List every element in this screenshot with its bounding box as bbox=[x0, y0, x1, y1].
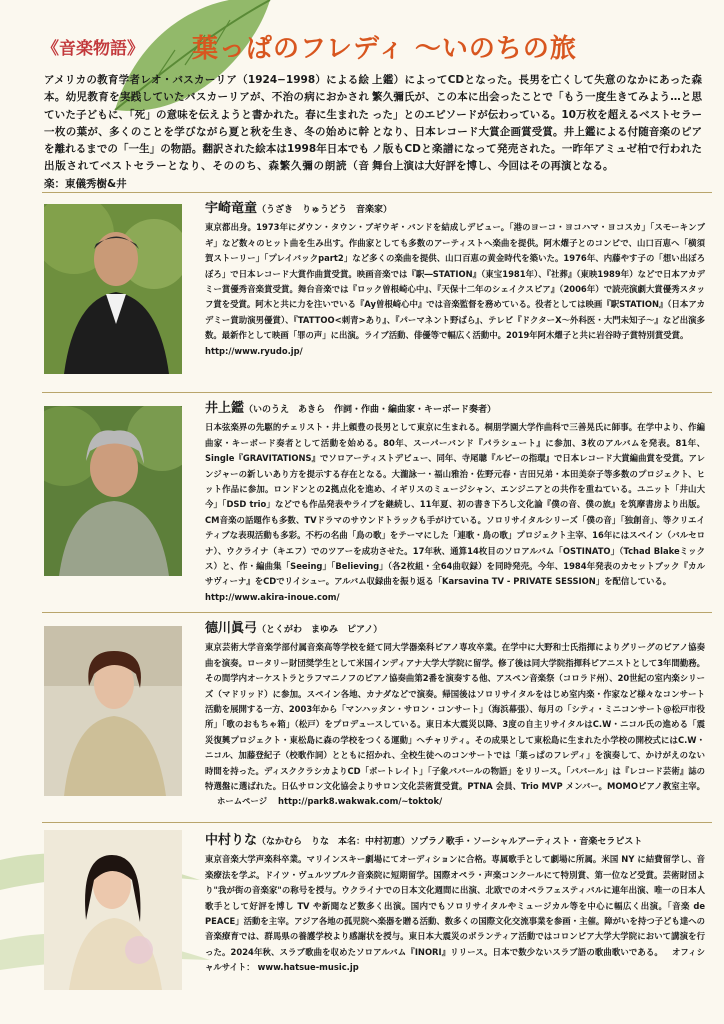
performer-tokugawa bbox=[205, 620, 705, 810]
series-label: 《音楽物語》 bbox=[42, 39, 144, 59]
divider bbox=[42, 392, 712, 393]
official-site-label: オフィシャルサイト： bbox=[205, 946, 706, 973]
portrait-photo-tokugawa bbox=[44, 626, 182, 796]
performer-name: 井上鑑 bbox=[205, 401, 245, 416]
performer-bio: 日本弦楽界の先駆的チェリスト・井上頼豊の長男として東京に生まれる。桐朋学園大学作曲科で三善晃氏に師事。在学中より、作編曲家・キーボード奏者として活動を始める。80年、スーパーバンド『パラシュート』に参加、3枚のアルバムを発表。81年、Single『GRAVITATIONS』でソロアーティストデビュー、同年、寺尾聰『ルビーの指環』で日本レコード大賞編曲賞を受賞。アレンジャーの新しいあり方を提示する存在となる。大瀧詠一・福山雅治・佐野元春・吉田兄弟・本田美奈子等多数のプロジェクト、ヒット作品に参加。ロンドンとの2拠点化を進め、イギリスのミュージシャン、エンジニアとの共作を重ねている。ユニット「井山大今」「DSD trio」などでも作品発表やライブを継続し、11年夏、初の書き下ろし文化論『僕の音、僕の旅』を筑摩書房より出版。CM音楽の話題作も多数、TVドラマのサウンドトラックも手がけている。ソロリサイタルシリーズ「僕の音」「独創音」、等クリエイティブな表現活動も多彩。不朽の名曲「鳥の歌」をテーマにした「連歌・鳥の歌」プロジェクト主宰、16年にはスペイン（バルセロナ）、ウクライナ（キエフ）でのツアーを成功させた。17年秋、通算14枚目のソロアルバム「OSTINATO」（Tchad Blakeミックス）と、作・編曲集「Seeing」「Believing」（各2枚組・全64曲収録）を同時発売。今年、1984年発表のカセットブック『カルサヴィーナ』をCDでリイシュー。アルバム収録曲を振り返る「Karsavina TV - PRIVATE SESSION」を配信している。 bbox=[205, 422, 705, 587]
performer-bio: 東京都出身。1973年にダウン・タウン・ブギウギ・バンドを結成しデビュー。「港のヨーコ・ヨコハマ・ヨコスカ」「スモーキンブギ」など数々のヒット曲を生み出す。作曲家としても多数のアーティストへ楽曲を提供。阿木燿子とのコンビで、山口百恵へ「横須賀ストーリー」「プレイバックpart2」など多くの楽曲を提供、山口百恵の黄金時代を築いた。1976年、内藤やす子の「想い出ぼろぼろ」で日本レコード大賞作曲賞受賞。映画音楽では『駅―STATION』（東宝1981年）、『社葬』（東映1989年）などで日本アカデミー賞優秀音楽賞受賞。舞台音楽では『ロック曽根崎心中』、『天保十二年のシェイクスピア』（2006年）で読売演劇大賞優秀スタッフ賞を受賞。阿木と共に力を注いでいる『Ay曽根崎心中』では音楽監督を務めている。役者としては映画『駅STATION』（日本アカデミー賞助演男優賞）、『TATTOO<刺青>あり』、『パーマネント野ばら』、テレビ『ドクターX〜外科医・大門未知子〜』など出演多数。最新作として映画「罪の声」に出演。ライブ活動、俳優等で幅広く活動中。2019年阿木燿子と共に岩谷時子賞特別賞受賞。 bbox=[205, 222, 705, 341]
performer-role: （いのうえ あきら 作詞・作曲・編曲家・キーボード奏者） bbox=[244, 405, 497, 415]
performer-name: 中村りな bbox=[205, 833, 258, 848]
homepage-label: ホームページ bbox=[217, 796, 268, 807]
portrait-photo-nakamura bbox=[44, 830, 182, 990]
performer-name: 宇崎竜童 bbox=[205, 201, 258, 216]
performer-name: 德川眞弓 bbox=[205, 621, 258, 636]
divider bbox=[42, 612, 712, 613]
performer-bio: 東京音楽大学声楽科卒業。マリインスキー劇場にてオーディションに合格。専属歌手として劇場に所属。米国 NY に結費留学し、音楽療法を学ぶ。ドイツ・ヴュルツブルク音楽院に短期留学。国際オペラ・声楽コンクールにて特別賞、第一位など受賞。芸術財団より"我が街の音楽家"の称号を授与。ウクライナでの日本文化週間に出演、北欧でのオペラフェスティバルに連年出演、唯一の日本人歌手として好評を博し TV や新聞など数多く出演。国内でもソロリサイタルやミュージカル等を中心に幅広く出演。「音楽 de PEACE」活動を主宰。アジア各地の孤児院へ楽器を贈る活動、数多くの国際文化交流事業を参画・主催。障がいを持つ子ども達への音楽療育では、群馬県の養護学校より感謝状を授与。東日本大震災のボランティア活動ではコロンビア大学大学院において講演を行った。2024年秋、スラブ歌曲を収めたソロアルバム『INORI』リリース。日本で数少ないスラブ語の歌曲歌いである。 bbox=[205, 854, 705, 957]
performer-bio: 東京芸術大学音楽学部付属音楽高等学校を経て同大学器楽科ピアノ専攻卒業。在学中に大野和士氏指揮によりグリーグのピアノ協奏曲を演奏。ロータリー財団奨学生として米国インディアナ大学大学院に留学。修了後は同大学院指揮科ピアニストとして3年間勤務。その間学内オーケストラとラフマニノフのピアノ協奏曲第2番を演奏する他、アスペン音楽祭（コロラド州）、20世紀の室内楽シリーズ（マドリッド）に参加。スペイン各地、カナダなどで演奏。帰国後はソロリサイタルをはじめ室内楽・作家など様々なコンサート活動を展開する一方、2003年から「マンハッタン・サロン・コンサート」（海浜幕張）、毎月の「シティ・ミニコンサート@松戸市役所」「歌のおもちゃ箱」（松戸）をプロデュースしている。東日本大震災以降、3度の自主リサイタルはC.W・ニコル氏の進める「震災復興プロジェクト・東松島に森の学校をつくる運動」へチャリティ。その成果として東松島に生まれた小学校の開校式にはC.W・ニコル、加藤登紀子（校歌作詞）とともに招かれ、全校生徒へのコンサートでは「葉っぱのフレディ」を演奏して、かけがえのない時間を持った。ディスククラシカよりCD「ポートレイト」「子象ババールの物語」をリリース。「ババール」は『レコード芸術』誌の特選盤に選ばれた。日仏サロン文化協会よりサロン文化芸術賞受賞。PTNA 会員、Trio MVP メンバー。MOMOピアノ教室主宰。 bbox=[205, 642, 705, 792]
performer-role: （とくがわ まゆみ ピアノ） bbox=[257, 625, 383, 635]
performer-nakamura bbox=[205, 832, 705, 976]
performer-role: （うざき りゅうどう 音楽家） bbox=[257, 205, 393, 215]
divider bbox=[42, 192, 712, 193]
header bbox=[42, 28, 722, 68]
performer-uzaki bbox=[205, 200, 705, 359]
intro-column-2: 上鑑）によってCDとなった。長男を亡くして失意のなかにあった森繁久彌氏が、この本に出会ったことで「もう一度生きてみよう…と思った」とのエピソードが伝わっている。10万枚を超えるベストセラーとなり、日本レコード大賞企画賞受賞。井上鑑による付随音楽のピアノ版もCDと楽譜になって発売された。一昨年アミュゼ柏で行われた舞台上演は大好評を博し、今回はその再演となる。 bbox=[372, 74, 702, 173]
intro-column-1: アメリカの教育学者レオ・バスカーリア（1924−1998）による絵本。幼児教育を実践していたバスカーリアが、不治の病におかされていた子どもに、「死」の意味を伝えようと書かれた。春に生まれた一枚の葉が、多くのことを学びながら夏と秋を生き、冬の始めに幹を離れるまでの「一生」の物語。翻訳された絵本は1998年日本でも出版されてベストセラーとなり、そののち、森繁久彌の朗読（音楽：東儀秀樹&井 bbox=[44, 74, 369, 190]
performer-inoue bbox=[205, 400, 705, 605]
performer-url[interactable]: http://park8.wakwak.com/~toktok/ bbox=[278, 796, 443, 807]
performer-role: （なかむら りな 本名：中村初恵）ソプラノ歌手・ソーシャルアーティスト・音楽セラピスト bbox=[257, 837, 643, 847]
page-title: 葉っぱのフレディ 〜いのちの旅 bbox=[192, 34, 577, 64]
portrait-photo-inoue bbox=[44, 406, 182, 576]
portrait-photo-uzaki bbox=[44, 204, 182, 374]
performer-url[interactable]: http://www.ryudo.jp/ bbox=[205, 345, 303, 356]
performer-url[interactable]: http://www.akira-inoue.com/ bbox=[205, 591, 340, 602]
performer-url[interactable]: www.hatsue-music.jp bbox=[257, 962, 359, 973]
